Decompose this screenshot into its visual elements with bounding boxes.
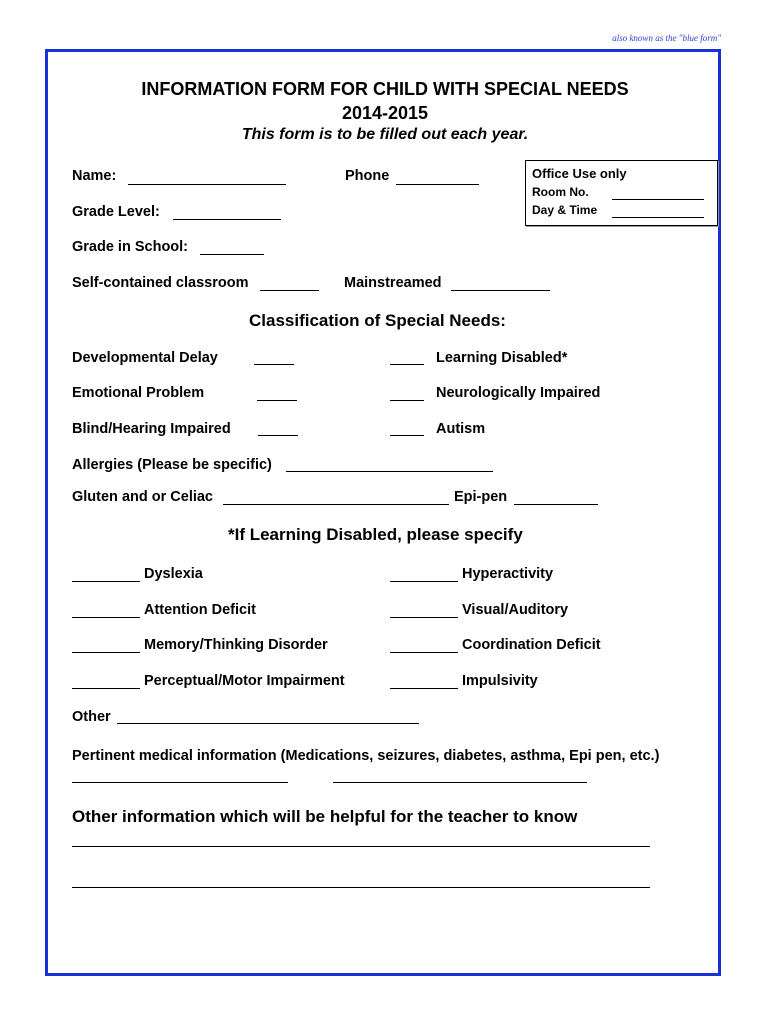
gluten-field[interactable] <box>223 504 449 505</box>
phone-field[interactable] <box>396 184 479 185</box>
ld-left-item: Attention Deficit <box>144 602 256 618</box>
ld-left-item: Perceptual/Motor Impairment <box>144 673 345 689</box>
office-use-title: Office Use only <box>532 166 627 181</box>
self-contained-field[interactable] <box>260 290 319 291</box>
grade-level-field[interactable] <box>173 219 281 220</box>
mainstreamed-label: Mainstreamed <box>344 275 442 291</box>
learning-disabled-heading: *If Learning Disabled, please specify <box>228 525 523 544</box>
ld-right-item: Hyperactivity <box>462 566 554 582</box>
office-use-box <box>525 160 718 226</box>
room-no-label: Room No. <box>532 185 589 199</box>
ld-right-item: Visual/Auditory <box>462 602 569 618</box>
neurologically-impaired-field[interactable] <box>390 400 424 401</box>
grade-in-school-label: Grade in School: <box>72 239 189 255</box>
helpful-info-line-2[interactable] <box>72 887 650 888</box>
helpful-info-line-1[interactable] <box>72 846 650 847</box>
attention-deficit-field[interactable] <box>72 617 140 618</box>
medical-field-2[interactable] <box>333 782 587 783</box>
blind-hearing-field[interactable] <box>258 435 298 436</box>
mainstreamed-field[interactable] <box>451 290 550 291</box>
name-label: Name: <box>72 168 117 184</box>
coordination-deficit-field[interactable] <box>390 652 458 653</box>
form-title: INFORMATION FORM FOR CHILD WITH SPECIAL NEEDS <box>141 79 629 99</box>
ld-left-item: Memory/Thinking Disorder <box>144 637 328 653</box>
classification-right-item: Learning Disabled* <box>436 350 568 366</box>
developmental-delay-field[interactable] <box>254 364 294 365</box>
form-year: 2014-2015 <box>341 103 429 123</box>
name-field[interactable] <box>128 184 286 185</box>
other-label: Other <box>72 709 111 725</box>
day-time-field[interactable] <box>612 217 704 218</box>
memory-thinking-field[interactable] <box>72 652 140 653</box>
day-time-label: Day & Time <box>532 203 598 217</box>
autism-field[interactable] <box>390 435 424 436</box>
ld-right-item: Impulsivity <box>462 673 538 689</box>
other-field[interactable] <box>117 723 419 724</box>
helpful-info-heading: Other information which will be helpful for the teacher to know <box>72 807 578 826</box>
room-no-field[interactable] <box>612 199 704 200</box>
form-subtitle: This form is to be filled out each year. <box>241 126 529 143</box>
epipen-label: Epi-pen <box>454 489 508 505</box>
ld-right-item: Coordination Deficit <box>462 637 601 653</box>
ld-left-item: Dyslexia <box>144 566 203 582</box>
phone-label: Phone <box>345 168 390 184</box>
classification-left-item: Blind/Hearing Impaired <box>72 421 231 437</box>
visual-auditory-field[interactable] <box>390 617 458 618</box>
self-contained-label: Self-contained classroom <box>72 275 249 291</box>
dyslexia-field[interactable] <box>72 581 140 582</box>
classification-left-item: Emotional Problem <box>72 385 205 401</box>
classification-right-item: Neurologically Impaired <box>436 385 601 401</box>
classification-heading: Classification of Special Needs: <box>249 311 506 330</box>
grade-in-school-field[interactable] <box>200 254 264 255</box>
impulsivity-field[interactable] <box>390 688 458 689</box>
gluten-label: Gluten and or Celiac <box>72 489 213 505</box>
classification-left-item: Developmental Delay <box>72 350 218 366</box>
blue-form-note: also known as the "blue form" <box>612 33 721 43</box>
learning-disabled-field[interactable] <box>390 364 424 365</box>
perceptual-motor-field[interactable] <box>72 688 140 689</box>
allergies-label: Allergies (Please be specific) <box>72 457 272 473</box>
epipen-field[interactable] <box>514 504 598 505</box>
grade-level-label: Grade Level: <box>72 204 160 220</box>
classification-right-item: Autism <box>436 421 486 437</box>
medical-label: Pertinent medical information (Medications, seizures, diabetes, asthma, Epi pen, etc.) <box>72 748 660 764</box>
hyperactivity-field[interactable] <box>390 581 458 582</box>
emotional-problem-field[interactable] <box>257 400 297 401</box>
allergies-field[interactable] <box>286 471 493 472</box>
medical-field-1[interactable] <box>72 782 288 783</box>
